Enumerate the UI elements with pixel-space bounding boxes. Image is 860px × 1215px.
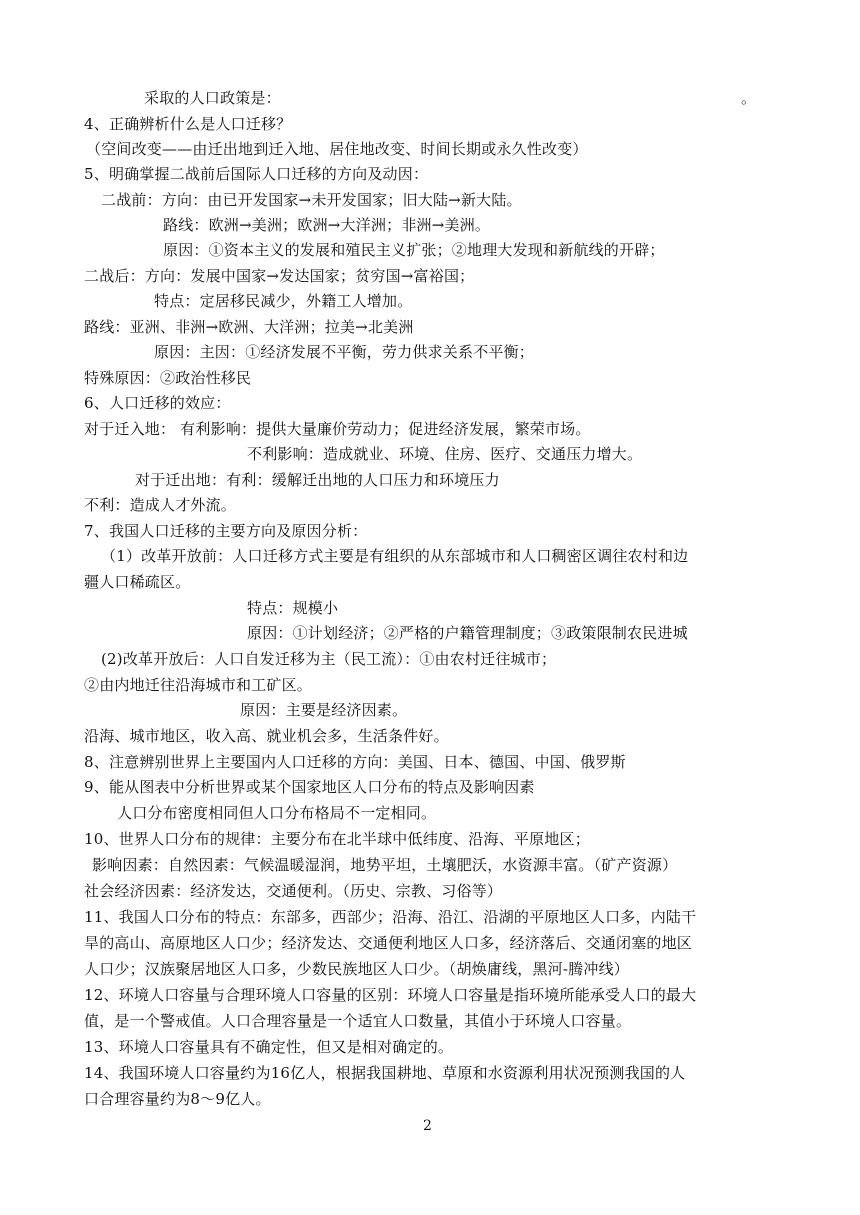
text-line: 疆人口稀疏区。 [84,573,191,591]
text-line: 12、环境人口容量与合理环境人口容量的区别：环境人口容量是指环境所能承受人口的最大 [84,986,697,1004]
text-line: 原因：主因：①经济发展不平衡，劳力供求关系不平衡； [154,343,535,361]
text-line: 5、明确掌握二战前后国际人口迁移的方向及动因： [84,165,429,183]
text-line: 对于迁入地： 有利影响：提供大量廉价劳动力；促进经济发展，繁荣市场。 [84,420,591,438]
text-line: 不利：造成人才外流。 [84,496,237,514]
text-line: 。 [741,89,757,107]
text-line: （空间改变——由迁出地到迁入地、居住地改变、时间长期或永久性改变） [86,140,588,158]
text-line: 影响因素：自然因素：气候温暖湿润，地势平坦，土壤肥沃，水资源丰富。（矿产资源） [92,856,678,874]
text-line: (2)改革开放后：人口自发迁移为主（民工流）：①由农村迁往城市； [101,650,557,668]
text-line: 人口少；汉族聚居地区人口多，少数民族地区人口少。（胡焕庸线，黑河-腾冲线） [84,960,629,978]
text-line: ②由内地迁往沿海城市和工矿区。 [84,676,313,694]
text-line: 口合理容量约为8～9亿人。 [84,1090,271,1108]
text-line: 11、我国人口分布的特点：东部多，西部少；沿海、沿江、沿湖的平原地区人口多，内陆干 [84,908,697,926]
text-line: 对于迁出地：有利：缓解迁出地的人口压力和环境压力 [135,471,500,489]
text-line: 14、我国环境人口容量约为16亿人，根据我国耕地、草原和水资源利用状况预测我国的人 [84,1064,686,1082]
text-line: 二战后：方向：发展中国家→发达国家；贫穷国→富裕国； [84,267,475,285]
text-line: 8、注意辨别世界上主要国内人口迁移的方向：美国、日本、德国、中国、俄罗斯 [84,753,626,771]
text-line: 6、人口迁移的效应： [84,394,231,412]
text-line: 采取的人口政策是： [144,89,281,107]
text-line: 旱的高山、高原地区人口少；经济发达、交通便利地区人口多，经济落后、交通闭塞的地区 [84,934,693,952]
text-line: 沿海、城市地区，收入高、就业机会多，生活条件好。 [84,727,449,745]
text-line: 特点：规模小 [247,599,339,617]
text-line: 原因：①计划经济；②严格的户籍管理制度；③政策限制农民进城 [247,624,688,642]
text-line: 特点：定居移民减少，外籍工人增加。 [154,292,413,310]
page-number: 2 [423,1118,432,1134]
text-line: 原因：①资本主义的发展和殖民主义扩张；②地理大发现和新航线的开辟； [163,241,665,259]
text-line: 特殊原因：②政治性移民 [84,369,252,387]
text-line: 原因：主要是经济因素。 [240,701,408,719]
text-line: 路线：亚洲、非洲→欧洲、大洋洲；拉美→北美洲 [84,318,414,336]
text-line: 10、世界人口分布的规律：主要分布在北半球中低纬度、沿海、平原地区； [84,830,590,848]
text-line: 人口分布密度相同但人口分布格局不一定相同。 [117,804,437,822]
text-line: 不利影响：造成就业、环境、住房、医疗、交通压力增大。 [247,445,643,463]
text-line: 9、能从图表中分析世界或某个国家地区人口分布的特点及影响因素 [84,778,535,796]
text-line: 社会经济因素：经济发达，交通便利。（历史、宗教、习俗等） [84,882,503,900]
text-line: 值，是一个警戒值。人口合理容量是一个适宜人口数量，其值小于环境人口容量。 [84,1012,632,1030]
text-line: 7、我国人口迁移的主要方向及原因分析： [84,522,368,540]
text-line: 路线：欧洲→美洲；欧洲→大洋洲；非洲→美洲。 [163,216,491,234]
text-line: （1）改革开放前：人口迁移方式主要是有组织的从东部城市和人口稠密区调往农村和边 [101,547,689,565]
text-line: 13、环境人口容量具有不确定性，但又是相对确定的。 [84,1038,454,1056]
text-line: 4、正确辨析什么是人口迁移？ [84,115,292,133]
text-line: 二战前：方向：由已开发国家→未开发国家；旧大陆→新大陆。 [101,191,522,209]
